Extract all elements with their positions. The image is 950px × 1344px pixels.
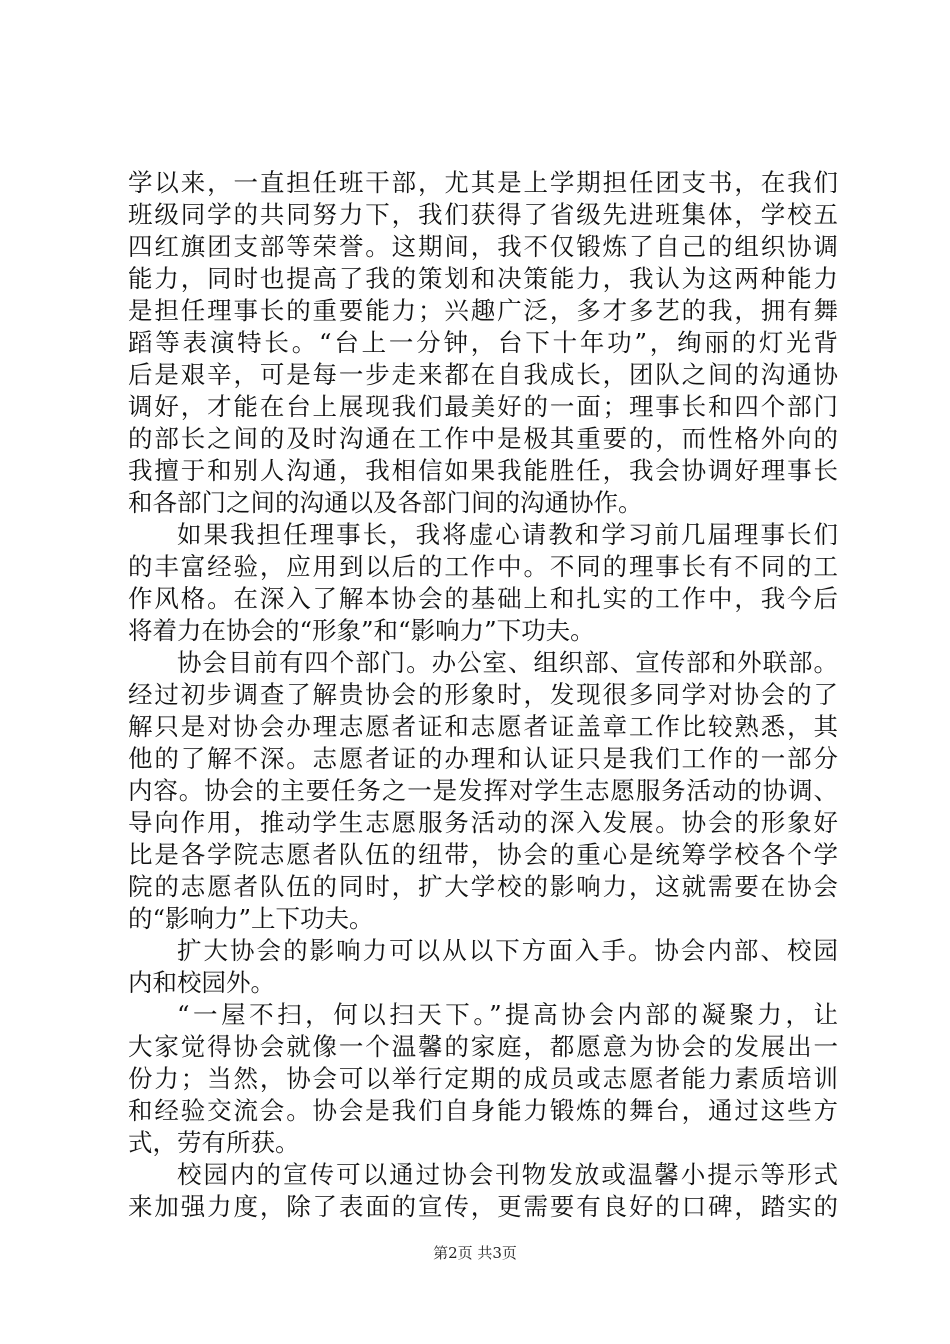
text-line: 来加强力度，除了表面的宣传，更需要有良好的口碑，踏实的 <box>128 1192 838 1221</box>
text-line: 是担任理事长的重要能力；兴趣广泛，多才多艺的我，拥有舞 <box>128 296 838 325</box>
page-footer: 第2页 共3页 <box>433 1244 517 1262</box>
text-line: 后是艰辛，可是每一步走来都在自我成长，团队之间的沟通协 <box>128 360 838 389</box>
text-line: 四红旗团支部等荣誉。这期间，我不仅锻炼了自己的组织协调 <box>128 232 838 261</box>
text-line: 扩大协会的影响力可以从以下方面入手。协会内部、校园 <box>177 936 838 965</box>
document-body <box>128 167 838 1223</box>
text-line: 和各部门之间的沟通以及各部门间的沟通协作。 <box>128 488 643 517</box>
text-line: 蹈等表演特长。“台上一分钟，台下十年功”，绚丽的灯光背 <box>128 328 838 357</box>
text-line: “一屋不扫，何以扫天下。”提高协会内部的凝聚力，让 <box>177 1000 838 1029</box>
text-line: 和经验交流会。协会是我们自身能力锻炼的舞台，通过这些方 <box>128 1096 838 1125</box>
text-line: 作风格。在深入了解本协会的基础上和扎实的工作中，我今后 <box>128 584 838 613</box>
text-line: 式，劳有所获。 <box>128 1128 300 1157</box>
text-line: 经过初步调查了解贵协会的形象时，发现很多同学对协会的了 <box>128 680 838 709</box>
text-line: 协会目前有四个部门。办公室、组织部、宣传部和外联部。 <box>177 648 838 677</box>
text-line: 内容。协会的主要任务之一是发挥对学生志愿服务活动的协调、 <box>128 776 838 805</box>
text-line: 比是各学院志愿者队伍的纽带，协会的重心是统筹学校各个学 <box>128 840 838 869</box>
text-line: 学以来，一直担任班干部，尤其是上学期担任团支书，在我们 <box>128 168 838 197</box>
text-line: 导向作用，推动学生志愿服务活动的深入发展。协会的形象好 <box>128 808 838 837</box>
text-line: 他的了解不深。志愿者证的办理和认证只是我们工作的一部分 <box>128 744 838 773</box>
text-line: 调好，才能在台上展现我们最美好的一面；理事长和四个部门 <box>128 392 838 421</box>
text-line: 内和校园外。 <box>128 968 275 997</box>
text-line: 能力，同时也提高了我的策划和决策能力，我认为这两种能力 <box>128 264 838 293</box>
text-line: 校园内的宣传可以通过协会刊物发放或温馨小提示等形式 <box>177 1160 838 1189</box>
text-line: 的“影响力”上下功夫。 <box>128 904 374 933</box>
text-line: 的丰富经验，应用到以后的工作中。不同的理事长有不同的工 <box>128 552 838 581</box>
text-line: 我擅于和别人沟通，我相信如果我能胜任，我会协调好理事长 <box>128 456 838 485</box>
text-line: 份力；当然，协会可以举行定期的成员或志愿者能力素质培训 <box>128 1064 838 1093</box>
text-line: 大家觉得协会就像一个温馨的家庭，都愿意为协会的发展出一 <box>128 1032 838 1061</box>
text-line: 班级同学的共同努力下，我们获得了省级先进班集体，学校五 <box>128 200 838 229</box>
text-line: 将着力在协会的“形象”和“影响力”下功夫。 <box>128 616 595 645</box>
text-line: 如果我担任理事长，我将虚心请教和学习前几届理事长们 <box>177 520 838 549</box>
text-line: 解只是对协会办理志愿者证和志愿者证盖章工作比较熟悉，其 <box>128 712 838 741</box>
text-line: 院的志愿者队伍的同时，扩大学校的影响力，这就需要在协会 <box>128 872 838 901</box>
text-line: 的部长之间的及时沟通在工作中是极其重要的，而性格外向的 <box>128 424 838 453</box>
